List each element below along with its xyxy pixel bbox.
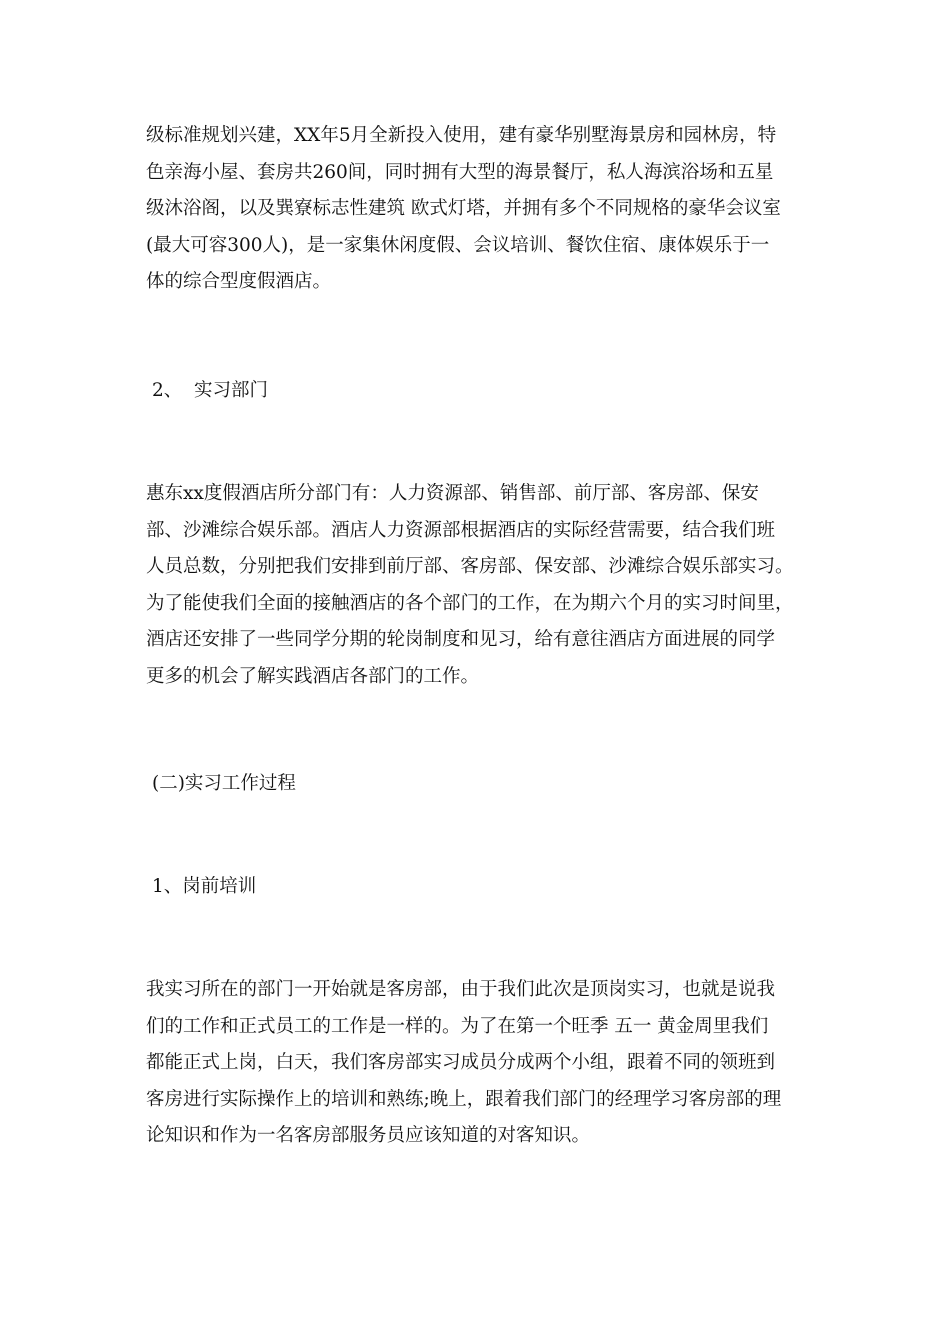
intro-paragraph — [146, 118, 816, 301]
paragraph-line: 为了能使我们全面的接触酒店的各个部门的工作，在为期六个月的实习时间里， — [146, 592, 794, 614]
paragraph-line: 我实习所在的部门一开始就是客房部，由于我们此次是顶岗实习，也就是说我 — [146, 979, 776, 1000]
paragraph-line: 客房进行实际操作上的培训和熟练;晚上，跟着我们部门的经理学习客房部的理 — [146, 1088, 782, 1110]
paragraph-line: 论知识和作为一名客房部服务员应该知道的对客知识。 — [146, 1125, 591, 1146]
training-paragraph — [146, 972, 816, 1155]
paragraph-line: 级沐浴阁，以及巽寮标志性建筑 欧式灯塔，并拥有多个不同规格的豪华会议室 — [146, 198, 781, 219]
paragraph-line: 部、沙滩综合娱乐部。酒店人力资源部根据酒店的实际经营需要，结合我们班 — [146, 519, 776, 541]
paragraph-line: 级标准规划兴建，XX年5月全新投入使用，建有豪华别墅海景房和园林房，特 — [146, 125, 777, 146]
paragraph-line: 人员总数，分别把我们安排到前厅部、客房部、保安部、沙滩综合娱乐部实习。 — [146, 556, 794, 577]
paragraph-line: 酒店还安排了一些同学分期的轮岗制度和见习，给有意往酒店方面进展的同学 — [146, 629, 776, 650]
paragraph-line: 们的工作和正式员工的工作是一样的。为了在第一个旺季 五一 黄金周里我们 — [146, 1015, 769, 1037]
paragraph-line: (最大可容300人)，是一家集休闲度假、会议培训、餐饮住宿、康体娱乐于一 — [146, 234, 770, 256]
paragraph-line: 色亲海小屋、套房共260间，同时拥有大型的海景餐厅，私人海滨浴场和五星 — [146, 161, 774, 183]
paragraph-line: 惠东xx度假酒店所分部门有：人力资源部、销售部、前厅部、客房部、保安 — [146, 483, 759, 504]
section-heading-process: (二)实习工作过程 — [152, 773, 296, 794]
section-heading-training: 1、岗前培训 — [152, 876, 257, 897]
paragraph-line: 更多的机会了解实践酒店各部门的工作。 — [146, 665, 480, 687]
departments-paragraph — [146, 476, 816, 695]
paragraph-line: 体的综合型度假酒店。 — [146, 271, 332, 292]
paragraph-line: 都能正式上岗，白天，我们客房部实习成员分成两个小组，跟着不同的领班到 — [146, 1052, 776, 1073]
section-heading-departments: 2、 实习部门 — [152, 380, 269, 401]
